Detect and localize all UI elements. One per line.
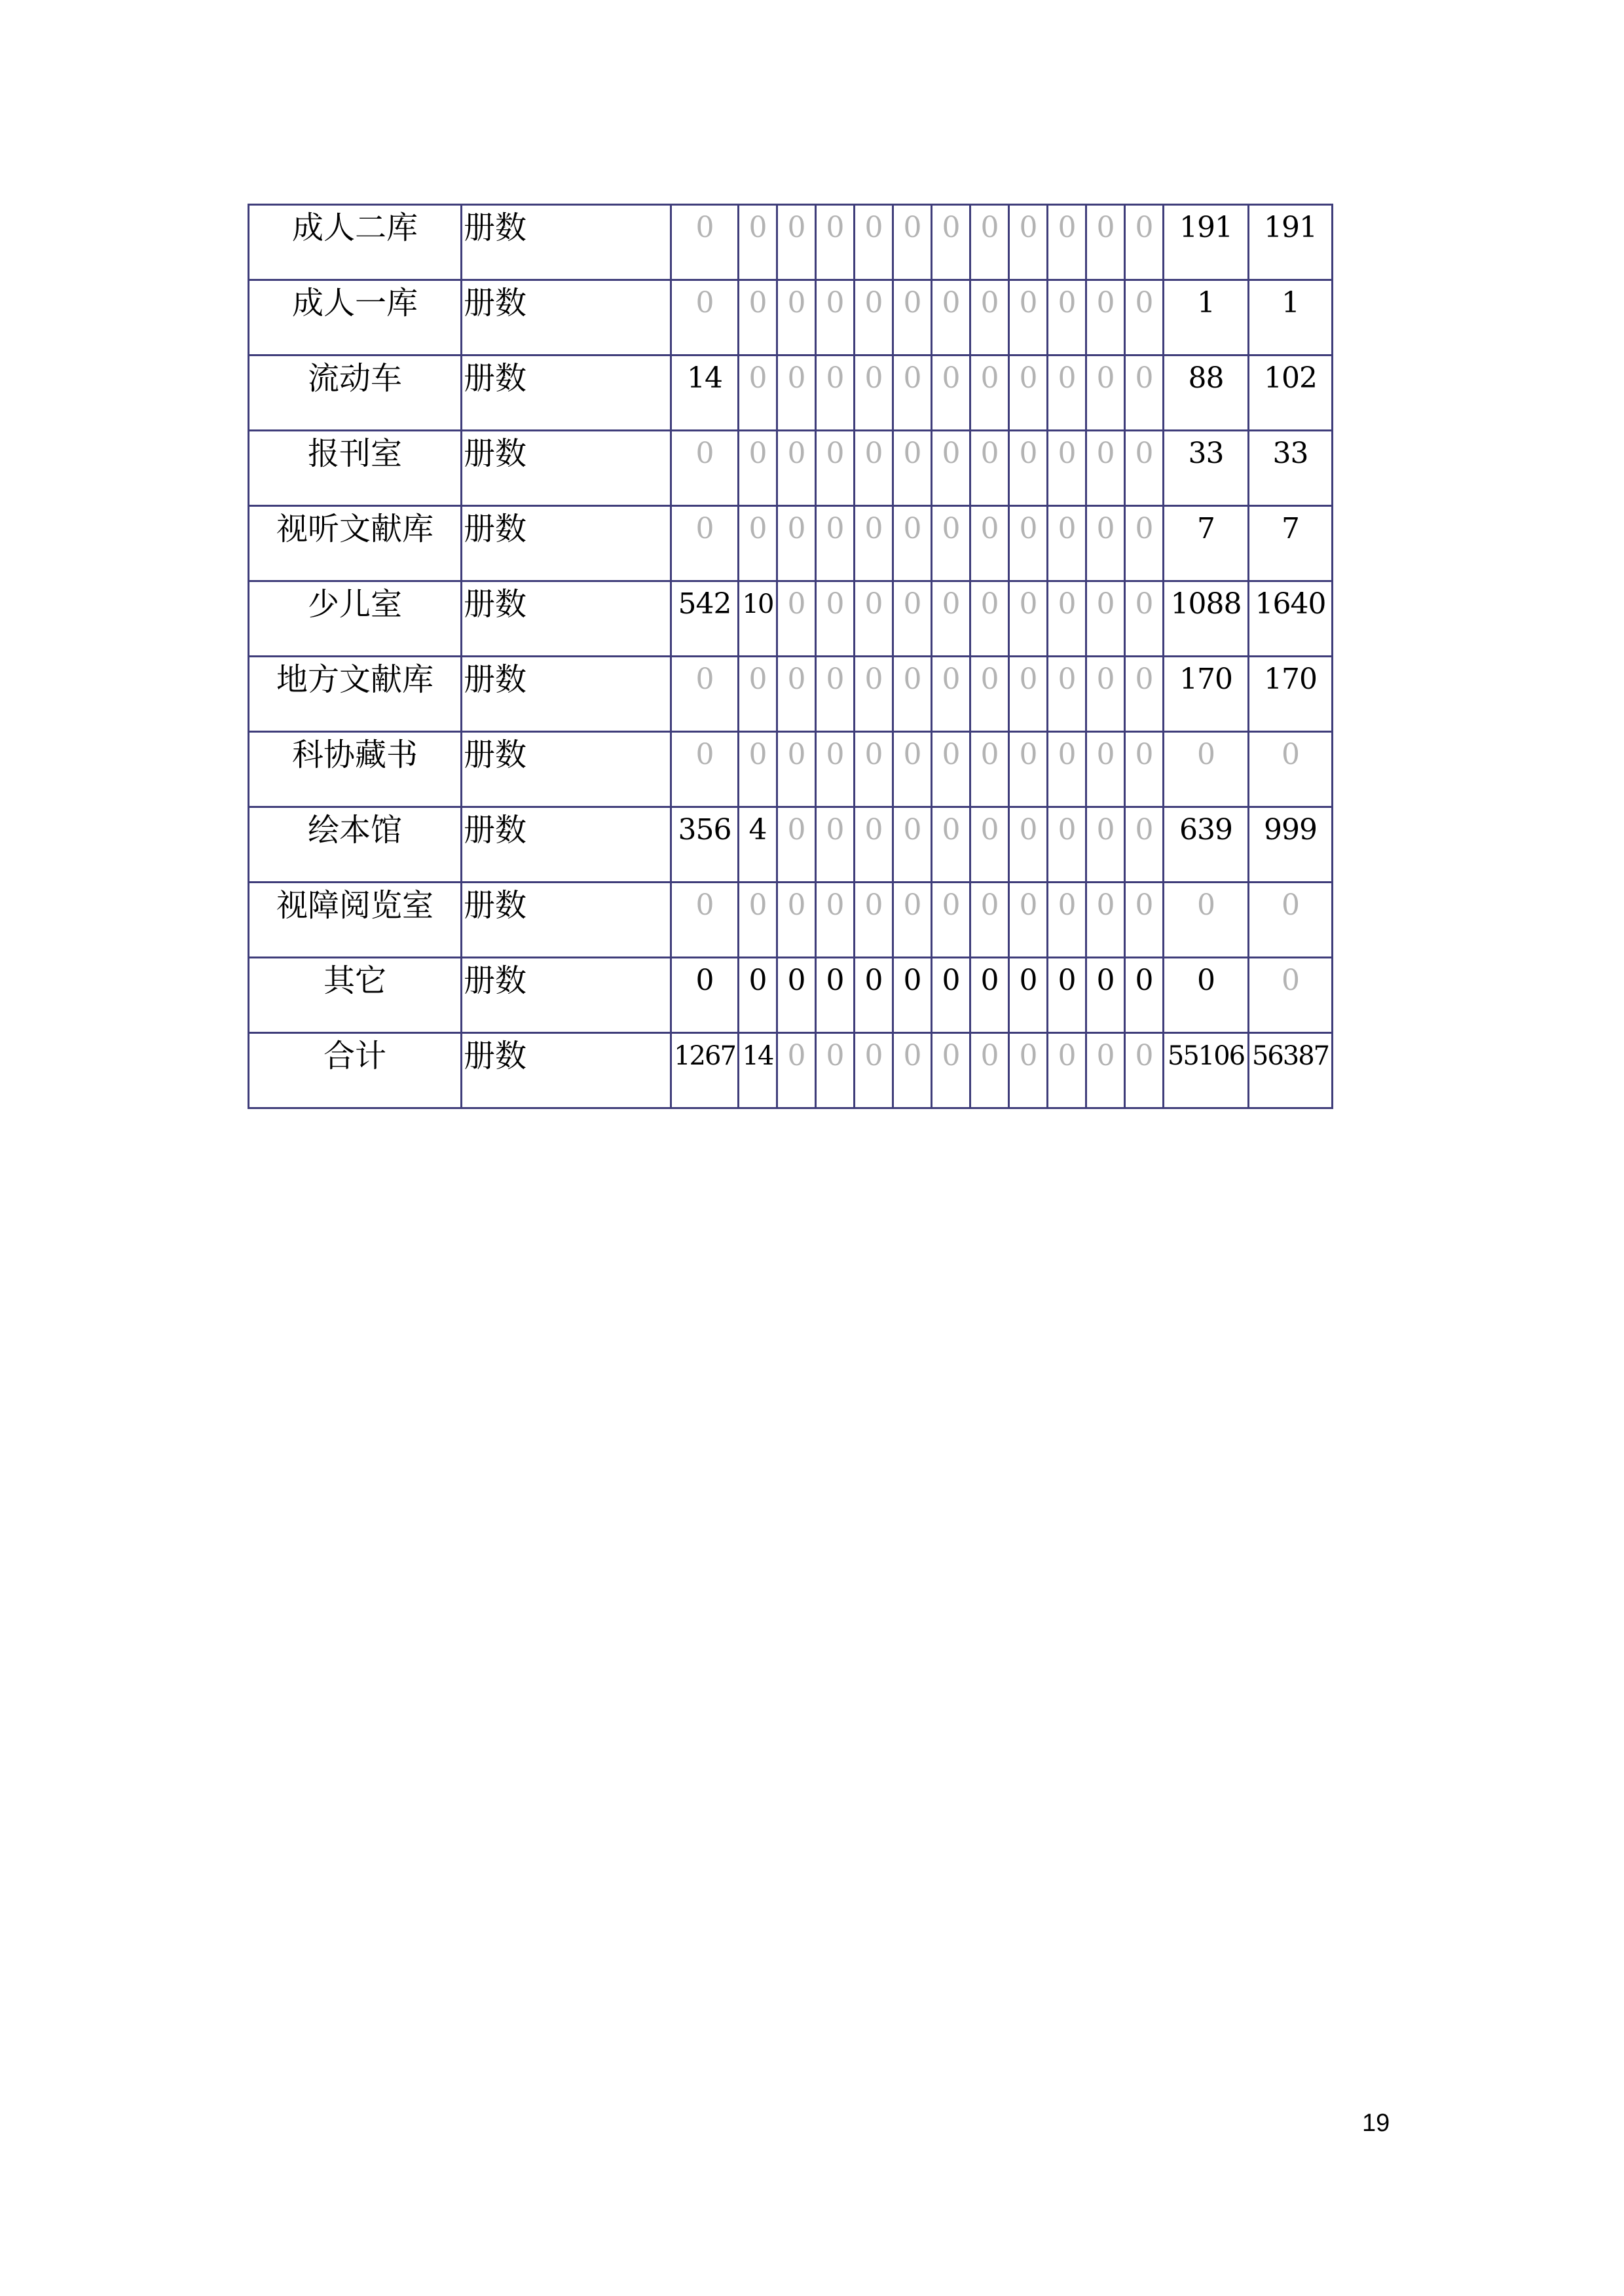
value-cell: 0 [932, 506, 970, 581]
value-cell: 0 [777, 355, 816, 431]
value-cell: 0 [970, 205, 1009, 280]
value-cell: 0 [1048, 732, 1086, 807]
value-cell: 0 [816, 732, 855, 807]
value-cell: 0 [739, 205, 777, 280]
value-cell: 0 [739, 657, 777, 732]
value-cell: 0 [816, 581, 855, 657]
value-cell: 0 [970, 732, 1009, 807]
value-cell: 56387 [1249, 1033, 1333, 1108]
value-cell: 0 [777, 506, 816, 581]
row-label: 视障阅览室 [249, 883, 462, 958]
value-cell: 0 [932, 280, 970, 355]
value-cell: 0 [1009, 205, 1048, 280]
value-cell: 0 [1048, 807, 1086, 883]
unit-cell: 册数 [462, 958, 671, 1033]
table-row [249, 431, 1333, 506]
value-cell: 0 [932, 355, 970, 431]
value-cell: 0 [1086, 431, 1125, 506]
value-cell: 0 [671, 958, 739, 1033]
value-cell: 0 [671, 883, 739, 958]
value-cell: 0 [1009, 431, 1048, 506]
value-cell: 0 [1009, 581, 1048, 657]
value-cell: 0 [1009, 355, 1048, 431]
value-cell: 0 [816, 205, 855, 280]
row-label: 地方文献库 [249, 657, 462, 732]
value-cell: 0 [893, 732, 932, 807]
value-cell: 0 [777, 431, 816, 506]
value-cell: 0 [671, 205, 739, 280]
value-cell: 1640 [1249, 581, 1333, 657]
value-cell: 0 [1009, 958, 1048, 1033]
value-cell: 0 [739, 506, 777, 581]
value-cell: 0 [855, 355, 893, 431]
value-cell: 0 [1048, 883, 1086, 958]
value-cell: 0 [816, 958, 855, 1033]
value-cell: 0 [1125, 807, 1164, 883]
table-row [249, 506, 1333, 581]
value-cell: 0 [1086, 280, 1125, 355]
value-cell: 0 [855, 657, 893, 732]
value-cell: 0 [1086, 958, 1125, 1033]
value-cell: 0 [855, 431, 893, 506]
table-row [249, 1033, 1333, 1108]
row-label: 成人二库 [249, 205, 462, 280]
value-cell: 0 [739, 355, 777, 431]
value-cell: 0 [893, 807, 932, 883]
value-cell: 0 [893, 1033, 932, 1108]
table-body [249, 205, 1333, 1108]
value-cell: 0 [1009, 280, 1048, 355]
value-cell: 0 [970, 807, 1009, 883]
row-label: 成人一库 [249, 280, 462, 355]
value-cell: 0 [777, 205, 816, 280]
page-number: 19 [1362, 2109, 1390, 2137]
value-cell: 0 [1009, 506, 1048, 581]
value-cell: 0 [777, 807, 816, 883]
row-label: 绘本馆 [249, 807, 462, 883]
value-cell: 0 [1125, 581, 1164, 657]
value-cell: 0 [932, 958, 970, 1033]
value-cell: 0 [1125, 506, 1164, 581]
row-label: 视听文献库 [249, 506, 462, 581]
table-row [249, 883, 1333, 958]
value-cell: 0 [893, 883, 932, 958]
unit-cell: 册数 [462, 205, 671, 280]
value-cell: 0 [739, 732, 777, 807]
value-cell: 0 [932, 732, 970, 807]
value-cell: 0 [970, 883, 1009, 958]
value-cell: 0 [893, 581, 932, 657]
value-cell: 0 [1048, 506, 1086, 581]
value-cell: 0 [1086, 506, 1125, 581]
table-row [249, 205, 1333, 280]
value-cell: 0 [1125, 657, 1164, 732]
value-cell: 0 [932, 205, 970, 280]
unit-cell: 册数 [462, 883, 671, 958]
table-row [249, 807, 1333, 883]
value-cell: 4 [739, 807, 777, 883]
value-cell: 0 [1125, 205, 1164, 280]
value-cell: 0 [777, 958, 816, 1033]
value-cell: 0 [932, 431, 970, 506]
value-cell: 0 [777, 883, 816, 958]
value-cell: 0 [1125, 280, 1164, 355]
value-cell: 170 [1249, 657, 1333, 732]
value-cell: 0 [671, 506, 739, 581]
value-cell: 7 [1249, 506, 1333, 581]
row-label: 合计 [249, 1033, 462, 1108]
value-cell: 0 [1086, 807, 1125, 883]
value-cell: 0 [893, 205, 932, 280]
value-cell: 14 [739, 1033, 777, 1108]
value-cell: 0 [1048, 958, 1086, 1033]
value-cell: 0 [970, 355, 1009, 431]
row-label: 流动车 [249, 355, 462, 431]
value-cell: 0 [739, 431, 777, 506]
value-cell: 0 [1086, 1033, 1125, 1108]
value-cell: 1 [1249, 280, 1333, 355]
value-cell: 0 [932, 883, 970, 958]
value-cell: 10 [739, 581, 777, 657]
value-cell: 0 [893, 958, 932, 1033]
unit-cell: 册数 [462, 732, 671, 807]
value-cell: 0 [970, 958, 1009, 1033]
value-cell: 1 [1164, 280, 1249, 355]
value-cell: 88 [1164, 355, 1249, 431]
unit-cell: 册数 [462, 1033, 671, 1108]
value-cell: 0 [1125, 1033, 1164, 1108]
value-cell: 0 [893, 355, 932, 431]
value-cell: 0 [970, 581, 1009, 657]
value-cell: 0 [777, 280, 816, 355]
value-cell: 0 [1009, 1033, 1048, 1108]
value-cell: 0 [739, 958, 777, 1033]
value-cell: 0 [777, 732, 816, 807]
value-cell: 0 [855, 280, 893, 355]
value-cell: 0 [1048, 657, 1086, 732]
value-cell: 0 [1048, 1033, 1086, 1108]
statistics-table [248, 204, 1333, 1109]
value-cell: 0 [1086, 657, 1125, 732]
value-cell: 0 [855, 732, 893, 807]
value-cell: 0 [816, 1033, 855, 1108]
unit-cell: 册数 [462, 506, 671, 581]
value-cell: 0 [855, 807, 893, 883]
value-cell: 0 [893, 431, 932, 506]
value-cell: 0 [1009, 657, 1048, 732]
value-cell: 170 [1164, 657, 1249, 732]
value-cell: 356 [671, 807, 739, 883]
value-cell: 639 [1164, 807, 1249, 883]
value-cell: 0 [855, 205, 893, 280]
value-cell: 0 [1164, 732, 1249, 807]
value-cell: 33 [1249, 431, 1333, 506]
value-cell: 0 [1086, 205, 1125, 280]
value-cell: 0 [1125, 883, 1164, 958]
row-label: 科协藏书 [249, 732, 462, 807]
value-cell: 55106 [1164, 1033, 1249, 1108]
table-row [249, 732, 1333, 807]
value-cell: 0 [671, 657, 739, 732]
row-label: 其它 [249, 958, 462, 1033]
value-cell: 0 [970, 280, 1009, 355]
value-cell: 0 [816, 807, 855, 883]
value-cell: 542 [671, 581, 739, 657]
value-cell: 0 [1086, 883, 1125, 958]
value-cell: 0 [932, 581, 970, 657]
value-cell: 0 [1125, 355, 1164, 431]
value-cell: 0 [855, 958, 893, 1033]
value-cell: 0 [777, 581, 816, 657]
value-cell: 0 [855, 883, 893, 958]
value-cell: 0 [1009, 807, 1048, 883]
row-label: 报刊室 [249, 431, 462, 506]
value-cell: 0 [1048, 280, 1086, 355]
value-cell: 0 [739, 883, 777, 958]
value-cell: 0 [893, 657, 932, 732]
value-cell: 0 [1009, 732, 1048, 807]
value-cell: 0 [1086, 732, 1125, 807]
value-cell: 33 [1164, 431, 1249, 506]
value-cell: 0 [1048, 355, 1086, 431]
value-cell: 0 [932, 1033, 970, 1108]
table-row [249, 581, 1333, 657]
value-cell: 191 [1164, 205, 1249, 280]
value-cell: 0 [1086, 581, 1125, 657]
table-row [249, 355, 1333, 431]
value-cell: 0 [1125, 958, 1164, 1033]
row-label: 少儿室 [249, 581, 462, 657]
table-row [249, 958, 1333, 1033]
value-cell: 0 [1086, 355, 1125, 431]
value-cell: 0 [893, 280, 932, 355]
value-cell: 1267 [671, 1033, 739, 1108]
unit-cell: 册数 [462, 581, 671, 657]
value-cell: 0 [1125, 431, 1164, 506]
table-row [249, 280, 1333, 355]
value-cell: 0 [893, 506, 932, 581]
value-cell: 0 [1048, 431, 1086, 506]
value-cell: 0 [970, 1033, 1009, 1108]
value-cell: 0 [816, 280, 855, 355]
value-cell: 0 [855, 581, 893, 657]
value-cell: 0 [777, 1033, 816, 1108]
value-cell: 0 [816, 883, 855, 958]
value-cell: 999 [1249, 807, 1333, 883]
value-cell: 0 [671, 280, 739, 355]
value-cell: 0 [855, 506, 893, 581]
value-cell: 0 [1048, 581, 1086, 657]
unit-cell: 册数 [462, 280, 671, 355]
value-cell: 0 [1009, 883, 1048, 958]
value-cell: 14 [671, 355, 739, 431]
unit-cell: 册数 [462, 431, 671, 506]
value-cell: 0 [816, 506, 855, 581]
value-cell: 0 [1048, 205, 1086, 280]
value-cell: 0 [816, 431, 855, 506]
value-cell: 0 [777, 657, 816, 732]
value-cell: 0 [671, 431, 739, 506]
value-cell: 0 [932, 657, 970, 732]
value-cell: 0 [1125, 732, 1164, 807]
value-cell: 0 [855, 1033, 893, 1108]
unit-cell: 册数 [462, 355, 671, 431]
value-cell: 0 [1249, 732, 1333, 807]
unit-cell: 册数 [462, 807, 671, 883]
value-cell: 0 [1164, 958, 1249, 1033]
value-cell: 0 [970, 657, 1009, 732]
value-cell: 0 [816, 355, 855, 431]
value-cell: 0 [671, 732, 739, 807]
value-cell: 0 [816, 657, 855, 732]
value-cell: 7 [1164, 506, 1249, 581]
value-cell: 0 [970, 431, 1009, 506]
value-cell: 0 [739, 280, 777, 355]
value-cell: 0 [970, 506, 1009, 581]
value-cell: 0 [1164, 883, 1249, 958]
value-cell: 0 [932, 807, 970, 883]
value-cell: 0 [1249, 883, 1333, 958]
value-cell: 1088 [1164, 581, 1249, 657]
value-cell: 0 [1249, 958, 1333, 1033]
value-cell: 102 [1249, 355, 1333, 431]
unit-cell: 册数 [462, 657, 671, 732]
table-row [249, 657, 1333, 732]
value-cell: 191 [1249, 205, 1333, 280]
